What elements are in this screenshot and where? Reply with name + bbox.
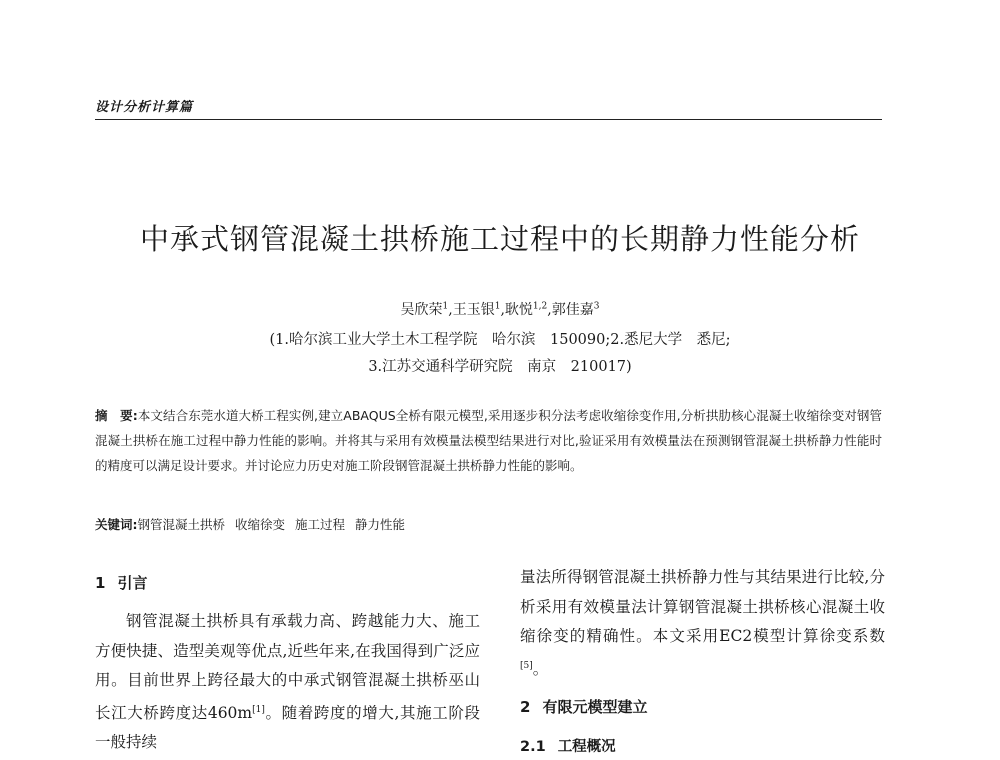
keyword: 收缩徐变 <box>235 517 286 532</box>
right-column <box>520 563 885 756</box>
section-tag: 设计分析计算篇 <box>95 100 194 115</box>
keyword: 施工过程 <box>295 517 346 532</box>
section-2-heading <box>520 696 885 717</box>
subsection-title: 工程概况 <box>557 739 616 756</box>
section-title: 引言 <box>117 574 148 592</box>
subsection-number: 2.1 <box>520 739 546 756</box>
author <box>453 302 501 318</box>
paragraph-text: 。 <box>532 659 549 678</box>
author-name: 耿悦 <box>504 302 533 318</box>
affiliation-line-2: 3.江苏交通科学研究院 南京 210017) <box>368 359 632 375</box>
author-affil-mark: 3 <box>593 301 600 312</box>
abstract-text: 本文结合东莞水道大桥工程实例,建立ABAQUS全桥有限元模型,采用逐步积分法考虑收缩徐变作用,分析拱肋核心混凝土收缩徐变对钢管混凝土拱桥在施工过程中静力性能的影响。并将其与采用有效模量法模型结果进行对比,验证采用有效模量法在预测钢管混凝土拱桥静力性能时的精度可以满足设计要求。并讨论应力历史对施工阶段钢管混凝土拱桥静力性能的影响。 <box>95 408 883 473</box>
abstract <box>95 403 882 478</box>
citation: [5] <box>520 660 533 671</box>
keywords <box>95 515 882 533</box>
section-1-paragraph <box>95 607 480 758</box>
author <box>401 302 449 318</box>
author <box>552 302 600 318</box>
keyword: 钢管混凝土拱桥 <box>137 517 226 532</box>
keywords-label: 关键词: <box>95 517 138 532</box>
paragraph-text: 钢管混凝土拱桥具有承载力高、跨越能力大、施工方便快捷、造型美观等优点,近些年来,在我国得到广泛应用。目前世界上跨径最大的中承式钢管混凝土拱桥巫山长江大桥跨度达460m <box>95 612 480 722</box>
header-rule <box>95 119 882 120</box>
section-title: 有限元模型建立 <box>542 698 648 717</box>
paragraph-text: 。随着跨度的增大,其施工阶段一般持续 <box>95 703 480 752</box>
author-affil-mark: 1 <box>494 301 501 312</box>
continued-paragraph <box>520 563 885 684</box>
section-1-heading <box>95 572 480 593</box>
keyword: 静力性能 <box>355 517 406 532</box>
author-affil-mark: 1,2 <box>532 301 548 312</box>
paper-title: 中承式钢管混凝土拱桥施工过程中的长期静力性能分析 <box>139 222 860 257</box>
section-number: 2 <box>520 698 531 717</box>
author-name: 吴欣荣 <box>400 302 443 318</box>
affiliation-line-1: (1.哈尔滨工业大学土木工程学院 哈尔滨 150090;2.悉尼大学 悉尼; <box>269 332 731 348</box>
citation: [1] <box>252 704 265 715</box>
author <box>505 302 547 318</box>
paragraph-text: 量法所得钢管混凝土拱桥静力性与其结果进行比较,分析采用有效模量法计算钢管混凝土拱桥核心混凝土收缩徐变的精确性。本文采用EC2模型计算徐变系数 <box>520 568 885 645</box>
left-column <box>95 572 480 758</box>
author-name: 郭佳嘉 <box>551 302 594 318</box>
author-name: 王玉银 <box>452 302 495 318</box>
subsection-2-1-heading <box>520 735 885 756</box>
author-affil-mark: 1 <box>442 301 449 312</box>
abstract-label: 摘 要: <box>95 408 138 423</box>
section-number: 1 <box>95 574 106 592</box>
author-list: 吴欣荣$^1$,王玉银$^1$,耿悦$^{1,2}$,郭佳嘉$^3$ <box>400 301 600 318</box>
